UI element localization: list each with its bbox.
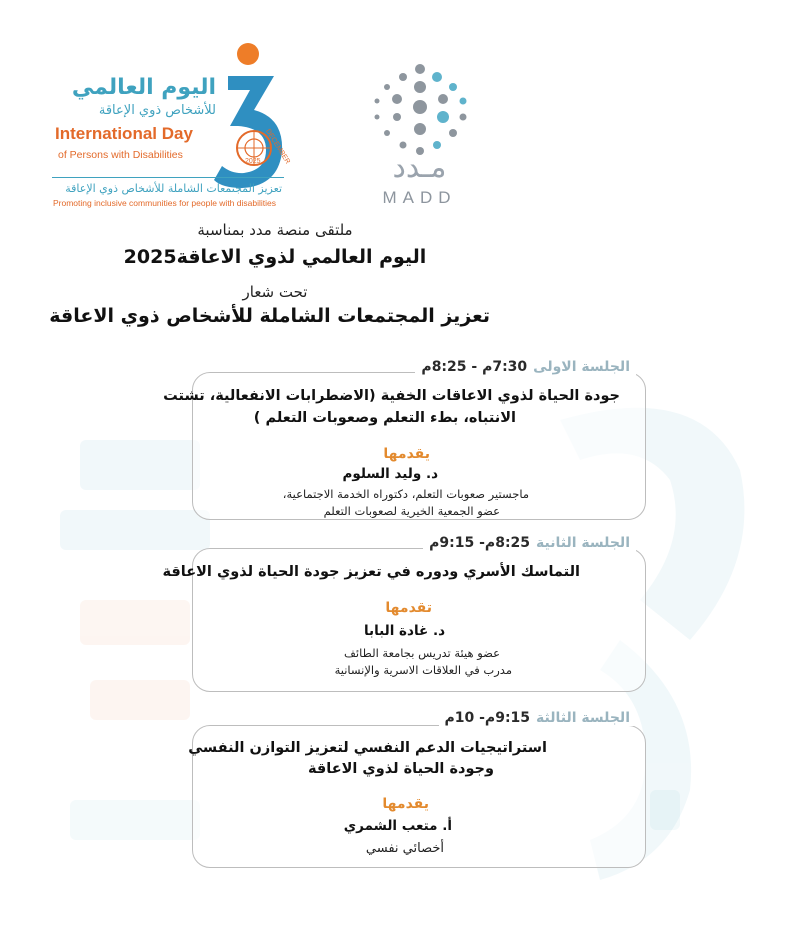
intl-day-year: 2025 — [245, 158, 261, 165]
orange-dot — [237, 43, 259, 65]
session-3-presents: يقدمها — [382, 796, 429, 812]
session-2-bio-line-2: مدرب في العلاقات الاسرية والإنسانية — [334, 663, 512, 677]
madd-dot-grid — [375, 64, 467, 155]
session-1-title-line-2: الانتباه، بطء التعلم وصعوبات التعلم ) — [253, 410, 516, 426]
session-3-header — [439, 710, 637, 726]
session-3-title-line-2: وجودة الحياة لذوي الاعاقة — [307, 761, 494, 777]
session-2-label: الجلسة الثانية — [536, 535, 630, 551]
session-2-bio-line-1: عضو هيئة تدريس بجامعة الطائف — [344, 646, 500, 660]
session-3-bio-line-1: أخصائي نفسي — [365, 841, 444, 856]
session-1-time: 7:30م - 8:25م — [421, 359, 528, 375]
session-1-label: الجلسة الاولى — [533, 359, 630, 375]
intl-day-arabic-title: اليوم العالمي — [71, 75, 216, 100]
session-3-time: 9:15م- 10م — [444, 710, 531, 726]
session-2-speaker: د. غادة البابا — [363, 623, 445, 639]
session-1-bio-line-1: ماجستير صعوبات التعلم، دكتوراه الخدمة الاجتماعية، — [282, 487, 529, 501]
intl-day-english-title: International Day — [55, 124, 193, 143]
slogan-label: تحت شعار — [242, 283, 308, 301]
intl-day-english-subtitle: of Persons with Disabilities — [58, 149, 183, 161]
session-1-presents: يقدمها — [383, 446, 430, 462]
intl-day-tagline-english: Promoting inclusive communities for people with disabilities — [53, 198, 276, 208]
madd-logo — [355, 55, 485, 210]
madd-english-wordmark: MADD — [382, 188, 457, 207]
session-2-title-line-1: التماسك الأسري ودوره في تعزيز جودة الحياة لذوي الاعاقة — [162, 564, 580, 580]
session-2-header — [423, 535, 636, 551]
session-1-title-line-1: جودة الحياة لذوي الاعاقات الخفية (الاضطرابات الانفعالية، تشتت — [163, 388, 620, 404]
madd-arabic-wordmark: مـدد — [392, 150, 447, 185]
intl-day-arabic-subtitle: للأشخاص ذوي الإعاقة — [98, 103, 216, 118]
session-2-presents: تقدمها — [385, 600, 432, 616]
session-1-speaker: د. وليد السلوم — [342, 466, 438, 482]
intl-day-divider — [52, 177, 284, 178]
session-3-title-line-1: استراتيجيات الدعم النفسي لتعزيز التوازن النفسي — [188, 740, 547, 756]
session-1-bio-line-2: عضو الجمعية الخيرية لصعوبات التعلم — [323, 504, 500, 518]
session-3-label: الجلسة الثالثة — [536, 710, 630, 726]
session-2-time: 8:25م- 9:15م — [429, 535, 531, 551]
slogan: تعزيز المجتمعات الشاملة للأشخاص ذوي الاعاقة — [49, 305, 490, 327]
intl-day-month: DECEMBER — [264, 128, 292, 166]
intl-day-tagline-arabic: تعزيز المجتمعات الشاملة للأشخاص ذوي الإعاقة — [65, 182, 282, 195]
session-3-speaker: أ. متعب الشمري — [343, 818, 452, 834]
occasion-line: ملتقى منصة مدد بمناسبة — [197, 221, 353, 239]
event-title: اليوم العالمي لذوي الاعاقة2025 — [123, 246, 427, 268]
session-1-header — [415, 359, 636, 375]
